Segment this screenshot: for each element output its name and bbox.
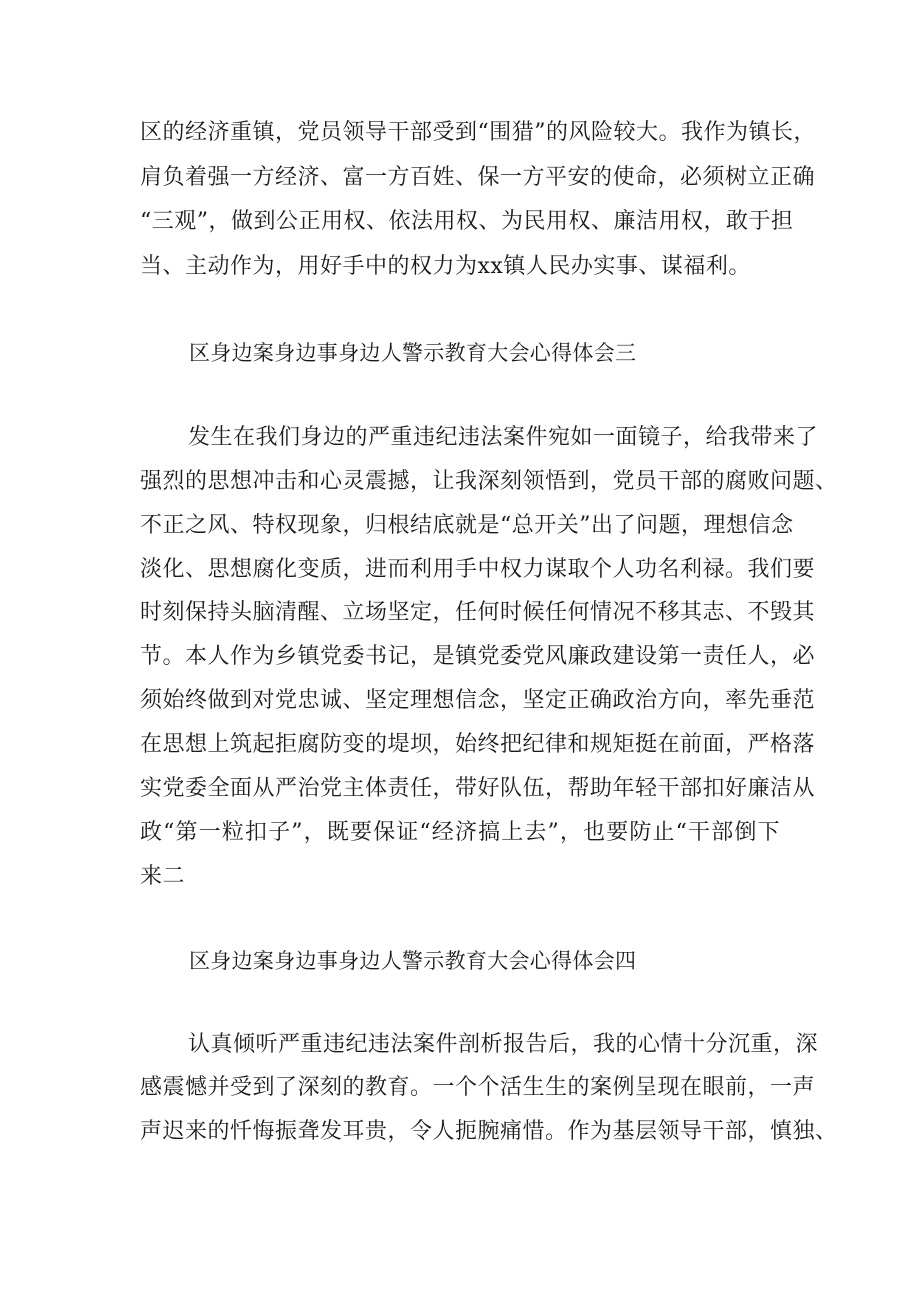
paragraph-line: 发生在我们身边的严重违纪违法案件宛如一面镜子，给我带来了	[188, 425, 819, 450]
paragraph-line: 时刻保持头脑清醒、立场坚定，任何时候任何情况不移其志、不毁其	[140, 600, 816, 625]
paragraph-line: 政“第一粒扣子”，既要保证“经济搞上去”，也要防止“干部倒下	[140, 820, 780, 845]
paragraph-line: 感震憾并受到了深刻的教育。一个个活生生的案例呈现在眼前，一声	[140, 1075, 816, 1100]
section-heading: 区身边案身边事身边人警示教育大会心得体会三	[189, 341, 637, 365]
paragraph-line: 当、主动作为，用好手中的权力为xx镇人民办实事、谋福利。	[140, 254, 751, 279]
paragraph-line: 区的经济重镇，党员领导干部受到“围猎”的风险较大。我作为镇长，	[140, 120, 816, 145]
paragraph-line: “三观”，做到公正用权、依法用权、为民用权、廉洁用权，敢于担	[140, 209, 794, 234]
paragraph-line: 认真倾听严重违纪违法案件剖析报告后，我的心情十分沉重，深	[188, 1032, 819, 1057]
paragraph-line: 声迟来的忏悔振聋发耳贵，令人扼腕痛惜。作为基层领导干部，慎独、	[140, 1119, 838, 1144]
paragraph-line: 来二	[140, 864, 186, 889]
paragraph-line: 不正之风、特权现象，归根结底就是“总开关”出了问题，理想信念	[140, 513, 794, 538]
paragraph-line: 须始终做到对党忠诚、坚定理想信念，坚定正确政治方向，率先垂范	[140, 688, 816, 713]
paragraph-line: 淡化、思想腐化变质，进而利用手中权力谋取个人功名利禄。我们要	[140, 557, 816, 582]
section-heading: 区身边案身边事身边人警示教育大会心得体会四	[189, 949, 637, 973]
paragraph-line: 节。本人作为乡镇党委书记，是镇党委党风廉政建设第一责任人，必	[140, 644, 816, 669]
paragraph-line: 实党委全面从严治党主体责任，带好队伍，帮助年轻干部扣好廉洁从	[140, 776, 816, 801]
paragraph-line: 在思想上筑起拒腐防变的堤坝，始终把纪律和规矩挺在前面，严格落	[140, 732, 816, 757]
paragraph-line: 强烈的思想冲击和心灵震撼，让我深刻领悟到，党员干部的腐败问题、	[140, 469, 838, 494]
paragraph-line: 肩负着强一方经济、富一方百姓、保一方平安的使命，必须树立正确	[140, 165, 816, 190]
